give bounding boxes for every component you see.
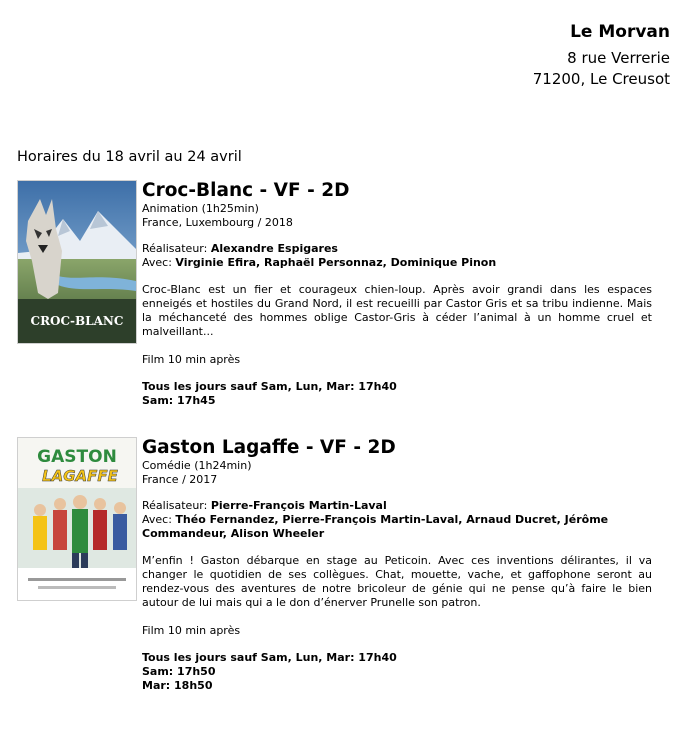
film-title[interactable]: Gaston Lagaffe - VF - 2D (142, 437, 396, 458)
after-note: Film 10 min après (142, 353, 241, 366)
gaston-poster-image (18, 438, 136, 600)
director-name: Alexandre Espigares (210, 242, 338, 255)
film-info (142, 180, 652, 408)
cast-label: Avec: (142, 513, 172, 526)
showtime-line: Tous les jours sauf Sam, Lun, Mar: 17h40 (142, 651, 397, 664)
showtime-line: Sam: 17h45 (142, 394, 216, 407)
film-title[interactable]: Croc-Blanc - VF - 2D (142, 180, 350, 201)
showtime-line: Mar: 18h50 (142, 679, 213, 692)
cinema-name: Le Morvan (570, 22, 670, 42)
showtimes (142, 380, 652, 408)
film-genre: Animation (1h25min) (142, 202, 259, 215)
schedule-period: Horaires du 18 avril au 24 avril (17, 149, 242, 165)
cinema-street: 8 rue Verrerie (567, 49, 670, 67)
showtime-line: Tous les jours sauf Sam, Lun, Mar: 17h40 (142, 380, 397, 393)
film-genre: Comédie (1h24min) (142, 459, 252, 472)
director-label: Réalisateur: (142, 242, 208, 255)
poster-title-line1: GASTON (37, 447, 117, 467)
film-credits (142, 499, 652, 541)
director-name: Pierre-François Martin-Laval (210, 499, 387, 512)
after-note: Film 10 min après (142, 624, 241, 637)
film-synopsis: M’enfin ! Gaston débarque en stage au Peticoin. Avec ces inventions délirantes, il va changer le quotidien de ses collègues. Chat, mouette, vache, et gaffophone seront au rendez-vous des aventures de notre bricoleur de génie qui ne pense qu’à faire le bien autour de lui mais qui a le don d’énerver Prunelle son patron. (142, 554, 652, 609)
poster-title-text: CROC-BLANC (30, 314, 124, 328)
showtime-line: Sam: 17h50 (142, 665, 216, 678)
cast-row (142, 513, 652, 541)
poster-title-line2: LAGAFFE (42, 467, 118, 485)
cast-label: Avec: (142, 256, 172, 269)
poster-croc-blanc[interactable] (17, 180, 137, 344)
film-origin: France / 2017 (142, 473, 218, 486)
poster-gaston-lagaffe[interactable] (17, 437, 137, 601)
cinema-city: 71200, Le Creusot (532, 70, 670, 88)
cinema-header (533, 22, 670, 90)
cast-row (142, 256, 652, 270)
film-credits (142, 242, 652, 270)
film-origin: France, Luxembourg / 2018 (142, 216, 293, 229)
cast-names: Théo Fernandez, Pierre-François Martin-Laval, Arnaud Ducret, Jérôme Commandeur, Alison Wheeler (142, 513, 609, 540)
director-row (142, 242, 652, 256)
showtimes (142, 651, 652, 693)
film-info (142, 437, 652, 693)
wolf-poster-image (18, 181, 136, 343)
director-row (142, 499, 652, 513)
cast-names: Virginie Efira, Raphaël Personnaz, Dominique Pinon (175, 256, 497, 269)
director-label: Réalisateur: (142, 499, 208, 512)
film-synopsis: Croc-Blanc est un fier et courageux chien-loup. Après avoir grandi dans les espaces enneigés et hostiles du Grand Nord, il est recueilli par Castor Gris et sa tribu indienne. Mais la méchanceté des hommes oblige Castor-Gris à céder l’animal à un homme cruel et malveillant... (142, 283, 652, 338)
